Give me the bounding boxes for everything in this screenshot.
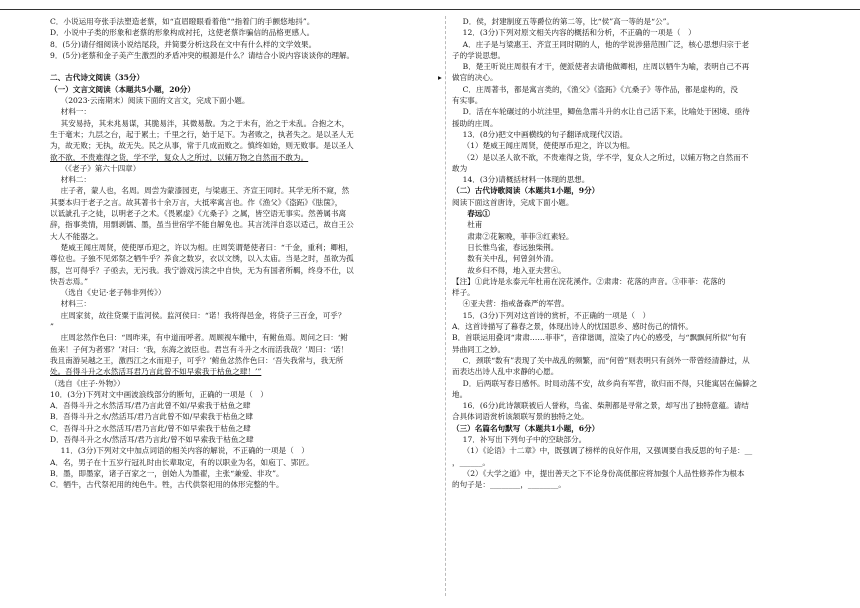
option-line: D．吾得斗升之水/然活耳/君乃言此/曾不如早索我于枯鱼之肆 <box>50 434 254 444</box>
option-line: 援助的庄周。 <box>452 118 498 128</box>
instruction-line: 阅读下面这首唐诗，完成下面小题。 <box>452 197 574 207</box>
material-label: 材料一： <box>60 107 91 117</box>
text-line: 鱼来！子何为者邪？’对曰：‘我，东海之波臣也。君岂有斗升之水而活我哉？’周曰：‘诺！ <box>50 344 349 354</box>
right-column <box>452 16 838 490</box>
material-label: 材料三： <box>60 299 91 309</box>
option-line: D．后两联写春日感怀。时局动荡不安，故乡尚有军营，欲归而不得，只能寓居在偏僻之 <box>462 378 758 388</box>
option-line: D．侯，封建制度五等爵位的第二等，比“侯”高一等的是“公”。 <box>462 17 675 26</box>
text-line: 大人不能器之。 <box>50 231 104 241</box>
poem-line: 肃肃②花絮晚，菲菲③红素轻。 <box>467 231 574 241</box>
text-line: 以诋訿孔子之徒，以明老子之术。《畏累虚》《亢桑子》之属，皆空语无事实。然善属书离 <box>50 209 347 219</box>
source-line: （选自《史记·老子韩非列传》） <box>60 288 166 298</box>
note-line: 样子。 <box>452 288 475 298</box>
subsection-heading: （二）古代诗歌阅读（本题共1小题，9分） <box>452 186 600 196</box>
text-line: 欲不欲，不贵难得之货，学不学，复众人之所过，以辅万物之自然而不敢为。 <box>50 152 309 162</box>
margin-mark: ▸ <box>438 73 442 82</box>
material-label: 材料二： <box>60 175 91 185</box>
text-line: 快吾志焉。” <box>50 276 89 286</box>
poem-line: 数有关中乱，何曾剑外清。 <box>467 254 559 264</box>
option-line: A．吾得斗升之水然活耳/君乃言此曾不如/早索我于枯鱼之肆 <box>50 401 251 411</box>
question-line: 16．(6分)此诗颔联被后人誉称，鸟雀、柴荆都是寻常之景，却写出了独特意蕴。请结 <box>462 401 749 411</box>
option-line: B．楚王听说庄周很有才干，便派使者去请他做卿相，庄周以牺牛为喻，表明自己不再 <box>462 62 750 72</box>
text-line: 尊位也。子独不见郊祭之牺牛乎？养食之数岁，衣以文绣，以入太庙。当是之时，虽欲为孤 <box>50 254 354 264</box>
option-line: 子的学说思想。 <box>452 50 506 60</box>
question-line: 11．(3分)下列对文中加点词语的相关内容的解说，不正确的一项是（ ） <box>60 446 309 456</box>
poem-author: 杜甫 <box>467 220 483 230</box>
text-line: 8．(5分)请仔细阅读小说结尾段，并简要分析这段在文中有什么样的文学效果。 <box>50 39 317 49</box>
text-line: 其安易持，其未兆易谋，其脆易泮，其微易散。为之于未有，治之于未乱。合抱之木， <box>60 118 350 128</box>
text-line: 生于毫末；九层之台，起于累土；千里之行，始于足下。为者败之，执者失之。是以圣人无 <box>50 129 354 139</box>
subsection-heading: （一）文言文阅读（本题共5小题，20分） <box>50 84 195 94</box>
source-line: （《老子》第六十四章） <box>60 163 141 173</box>
text-line: 为，故无败；无执，故无失。民之从事，常于几成而败之。慎终如始，则无败事。是以圣人 <box>50 141 354 151</box>
text-line: 庄子者，蒙人也，名周。周尝为蒙漆园吏，与梁惠王、齐宣王同时。其学无所不窥，然 <box>60 186 350 196</box>
text-line: 我且南游吴越之王，激西江之水而迎子，可乎？’鲋鱼忿然作色曰：‘吾失我常与，我无所 <box>50 355 344 365</box>
blank-line <box>50 61 438 72</box>
poem-line: 日长惟鸟雀，春远独柴荆。 <box>467 242 559 252</box>
subsection-heading: （三）名篇名句默写（本题共1小题，6分） <box>452 423 600 433</box>
option-line: 而表达出诗人乱中求静的心愿。 <box>452 367 559 377</box>
question-line: 17．补写出下列句子中的空缺部分。 <box>462 434 587 444</box>
text-line: ” <box>50 322 54 332</box>
option-line: C．吾得斗升之水然活耳/君乃言此/曾不如早索我于枯鱼之肆 <box>50 423 251 433</box>
option-line: 做官的决心。 <box>452 73 498 83</box>
option-line: 有实事。 <box>452 96 483 106</box>
text-line: 其要本归于老子之言。故其著书十余万言，大抵率寓言也。作《渔父》《盗跖》《胠箧》， <box>50 197 343 207</box>
poem-title: 春远① <box>467 209 490 219</box>
option-line: A．名，男子在十五岁行冠礼时由长辈取定，有的以职业为名，如庖丁、郢匠。 <box>50 457 314 467</box>
text-line: 庄周家贫，故往贷粟于监河侯。监河侯曰：“诺！我将得邑金，将贷子三百金，可乎？ <box>60 310 346 320</box>
question-line: 合具体词语赏析该颔联写景的独特之处。 <box>452 412 589 422</box>
question-line: 13．(8分)把文中画横线的句子翻译成现代汉语。 <box>462 129 628 139</box>
option-line: C．颈联“数有”表现了关中战乱的频繁，而“何曾”则表明只有剑外一带曾经清静过，从 <box>462 355 750 365</box>
text-line: 豚，岂可得乎？子亟去，无污我。我宁游戏污渎之中自快，无为有国者所羁，终身不仕，以 <box>50 265 354 275</box>
text-line: 敢为 <box>452 163 468 173</box>
text-line: （2）是以圣人欲不欲，不贵难得之货，学不学，复众人之所过，以辅万物之自然而不 <box>462 152 749 162</box>
text-line: D．小说中子类的形象和老蔡的形象构成衬托，这使老蔡诈骗信的品格更感人。 <box>50 28 315 38</box>
option-line: 地。 <box>452 389 468 399</box>
text-line: 辞，指事类情，用剽剥儒、墨，虽当世宿学不能自解免也。其言洸洋自恣以适己，故自王公 <box>50 220 354 230</box>
fill-line: （2）《大学之道》中，提出善天之下不论身份高低都应将加强个人品性修养作为根本 <box>462 468 745 478</box>
option-line: B．首联运用叠词“肃肃……菲菲”，音律谐调，渲染了内心的感受，与“飘飘何所似”句有 <box>452 333 747 343</box>
text-line: 处。吾得斗升之水然活耳君乃言此曾不如早索我于枯鱼之肆！’” <box>50 367 262 377</box>
text-line: C．小说运用夸张手法塑造老蔡，如“直眉瞪眼看着他”“指着门的手颤悠地抖”。 <box>50 17 315 26</box>
option-line: C．庄周著书，都是寓言类的，《渔父》《盗跖》《亢桑子》等作品，都是虚构的，没 <box>462 84 738 94</box>
note-line: 【注】①此诗是永泰元年杜甫在浣花溪作。②肃肃：花落的声音。③菲菲：花落的 <box>452 276 726 286</box>
question-line: 10．(3分)下列对文中画波浪线部分的断句，正确的一项是（ ） <box>50 389 268 399</box>
option-line: D．活在车轮碾过的小坑洼里，鲫鱼急需斗升的水让自己活下来，比喻处于困境、亟待 <box>462 107 750 117</box>
fill-line: 的句子是：________，________。 <box>452 480 566 490</box>
option-line: B．墨，即墨家，诸子百家之一，创始人为墨翟，主张“兼爱、非攻”。 <box>50 468 284 478</box>
note-line: ④亚夫营：指戒备森严的军营。 <box>462 299 569 309</box>
source-line: （选自《庄子·外物》） <box>50 378 125 388</box>
poem-line: 故乡归不得，地入亚夫营④。 <box>467 265 566 275</box>
column-separator <box>445 16 446 596</box>
option-line: A．庄子是与梁惠王、齐宣王同时期的人，他的学说涉猎范围广泛，核心思想归宗于老 <box>462 39 750 49</box>
question-line: 12．(3分)下列对原文相关内容的概括和分析，不正确的一项是（ ） <box>462 28 696 38</box>
text-line: 楚威王闻庄周贤，使使厚币迎之，许以为相。庄周笑谓楚使者曰：“千金，重利；卿相， <box>60 242 354 252</box>
left-column <box>50 16 438 490</box>
fill-line: （1）《论语》十二章》中，既强调了榜样的良好作用，又强调要自我反思的句子是：__ <box>462 446 753 456</box>
option-line: 异曲同工之妙。 <box>452 344 506 354</box>
option-line: A．这首诗描写了暮春之景，体现出诗人的忧国思乡、感时伤己的情怀。 <box>452 322 693 332</box>
instruction-line: （2023·云南期末）阅读下面的文言文，完成下面小题。 <box>60 96 250 106</box>
text-line: （1）楚威王闻庄周贤，使使厚币迎之，许以为相。 <box>462 141 635 151</box>
option-line: B．吾得斗升之水/然活耳/君乃言此曾不如/早索我于枯鱼之肆 <box>50 412 254 422</box>
question-line: 14．(3分)请概括材料一体现的思想。 <box>462 175 590 185</box>
top-rule <box>0 9 860 10</box>
section-heading: 二、古代诗文阅读（35分） <box>50 73 145 83</box>
fill-line: ，______。 <box>452 457 490 467</box>
question-line: 15．(3分)下列对这首诗的赏析，不正确的一项是（ ） <box>462 310 651 320</box>
text-line: 9．(5分)老蔡和金子美产生激烈的矛盾冲突的根源是什么？请结合小说内容谈谈你的理解。 <box>50 50 355 60</box>
text-line: 庄周忿然作色曰：“周昨来，有中道而呼者。周顾视车辙中，有鲋鱼焉。周问之曰：‘鲋 <box>60 333 348 343</box>
option-line: C．牺牛，古代祭祀用的纯色牛。牲，古代供祭祀用的体形完整的牛。 <box>50 480 284 490</box>
